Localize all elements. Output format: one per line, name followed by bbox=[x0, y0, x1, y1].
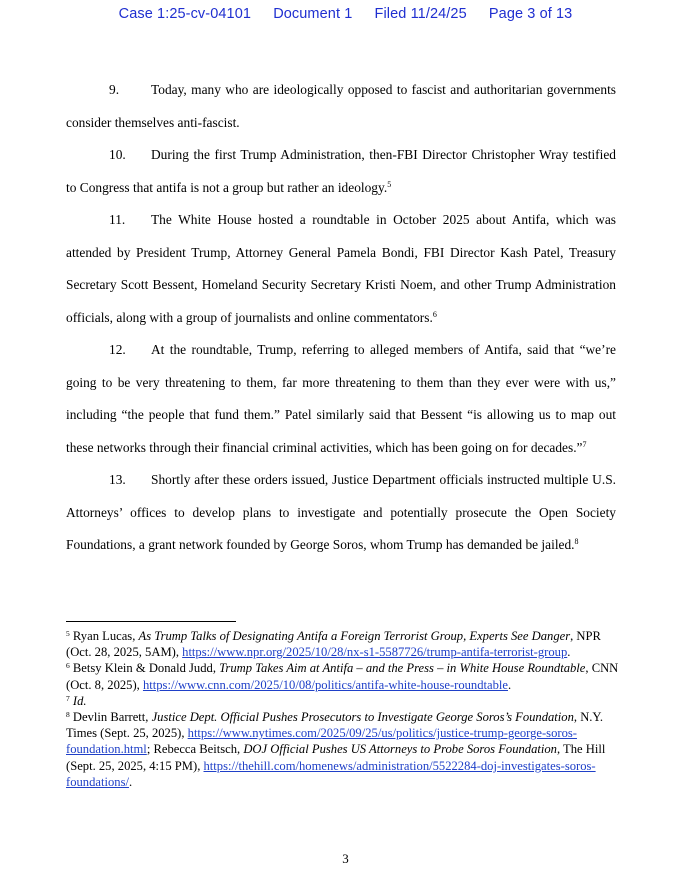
footnote-title: Trump Takes Aim at Antifa – and the Press – in White House Roundtable bbox=[219, 661, 586, 676]
footnote-source: , The Hill (Sept. 25, 2025, 4:15 PM), bbox=[66, 742, 606, 773]
footnote-mark: 6 bbox=[66, 661, 70, 671]
footnote-mark: 5 bbox=[66, 629, 70, 638]
document-body bbox=[66, 74, 616, 562]
footnote-separator: ; Rebecca Beitsch, bbox=[146, 742, 244, 757]
paragraph-text: Today, many who are ideologically opposed to fascist and authoritarian governments consider themselves anti-fascist. bbox=[66, 82, 616, 130]
paragraph-10 bbox=[66, 139, 616, 204]
footnote-author: Betsy Klein & Donald Judd, bbox=[72, 661, 220, 676]
paragraph-number: 9. bbox=[109, 82, 120, 97]
footnote-source: , NPR (Oct. 28, 2025, 5AM), bbox=[66, 629, 601, 660]
footnote-mark: 7 bbox=[66, 693, 70, 703]
footnote-7 bbox=[66, 693, 621, 709]
case-header bbox=[0, 6, 691, 22]
footnote-end: . bbox=[128, 774, 133, 789]
paragraph-text: The White House hosted a roundtable in October 2025 about Antifa, which was attended by President Trump, Attorney General Pamela Bondi, FBI Director Kash Patel, Treasury Secretary Scott Bessent, Homeland Security Secretary Kristi Noem, and other Trump Administration officials, along with a group of journalists and online commentators. bbox=[66, 212, 616, 325]
footnote-source: , N.Y. Times (Sept. 25, 2025), bbox=[66, 710, 604, 741]
footnote-mark: 8 bbox=[66, 710, 70, 720]
document-number: Document 1 bbox=[273, 6, 353, 22]
footnote-end: . bbox=[567, 645, 571, 660]
page-number: 3 bbox=[342, 851, 349, 866]
footnote-6 bbox=[66, 660, 621, 692]
footnote-ref[interactable]: 5 bbox=[387, 179, 392, 189]
paragraph-13 bbox=[66, 464, 616, 562]
paragraph-number: 12. bbox=[109, 342, 126, 357]
footnote-title: DOJ Official Pushes US Attorneys to Probe Soros Foundation bbox=[243, 742, 557, 757]
paragraph-9 bbox=[66, 74, 616, 139]
footnote-link[interactable]: https://thehill.com/homenews/administration/5522284-doj-investigates-soros-foundations/ bbox=[66, 758, 596, 789]
paragraph-number: 10. bbox=[109, 147, 126, 162]
footnote-ref[interactable]: 7 bbox=[582, 439, 587, 449]
footnote-8 bbox=[66, 709, 621, 790]
footnote-ref[interactable]: 8 bbox=[574, 537, 579, 546]
footnote-id: Id. bbox=[72, 693, 87, 708]
footnote-link[interactable]: https://www.cnn.com/2025/10/08/politics/antifa-white-house-roundtable bbox=[142, 677, 508, 692]
paragraph-text: At the roundtable, Trump, referring to alleged members of Antifa, said that “we’re going to be very threatening to them, far more threatening to them than they ever were with us,” including “the people that fund them.” Patel similarly said that Bessent “is allowing us to map out these networks through their financial criminal activities, which has been going on for decades.” bbox=[66, 342, 616, 455]
footnote-link[interactable]: https://www.npr.org/2025/10/28/nx-s1-5587726/trump-antifa-terrorist-group bbox=[182, 645, 568, 660]
footnote-5 bbox=[66, 628, 621, 660]
footnote-link[interactable]: https://www.nytimes.com/2025/09/25/us/politics/justice-trump-george-soros-foundation.html bbox=[66, 726, 577, 757]
page-of-total: Page 3 of 13 bbox=[488, 6, 573, 22]
case-number: Case 1:25-cv-04101 bbox=[118, 6, 252, 22]
footnote-source: , CNN (Oct. 8, 2025), bbox=[66, 661, 619, 692]
paragraph-11 bbox=[66, 204, 616, 334]
footnotes bbox=[66, 628, 621, 790]
paragraph-number: 11. bbox=[109, 212, 126, 227]
footnote-author: Devlin Barrett, bbox=[72, 710, 152, 725]
footnote-divider bbox=[66, 621, 236, 622]
paragraph-text: Shortly after these orders issued, Justice Department officials instructed multiple U.S. Attorneys’ offices to develop plans to investigate and potentially prosecute the Open Society Foundations, a grant network founded by George Soros, whom Trump has demanded be jailed. bbox=[66, 472, 616, 552]
paragraph-number: 13. bbox=[109, 472, 126, 487]
footnote-title: As Trump Talks of Designating Antifa a Foreign Terrorist Group, Experts See Danger bbox=[138, 629, 571, 643]
footnote-end: . bbox=[508, 677, 512, 692]
paragraph-text: During the first Trump Administration, then-FBI Director Christopher Wray testified to Congress that antifa is not a group but rather an ideology. bbox=[66, 147, 616, 195]
paragraph-12 bbox=[66, 334, 616, 464]
footnote-author: Ryan Lucas, bbox=[72, 629, 139, 643]
footnote-title: Justice Dept. Official Pushes Prosecutors to Investigate George Soros’s Foundation bbox=[151, 710, 574, 725]
filed-date: Filed 11/24/25 bbox=[374, 6, 467, 22]
footnote-ref[interactable]: 6 bbox=[432, 309, 437, 319]
